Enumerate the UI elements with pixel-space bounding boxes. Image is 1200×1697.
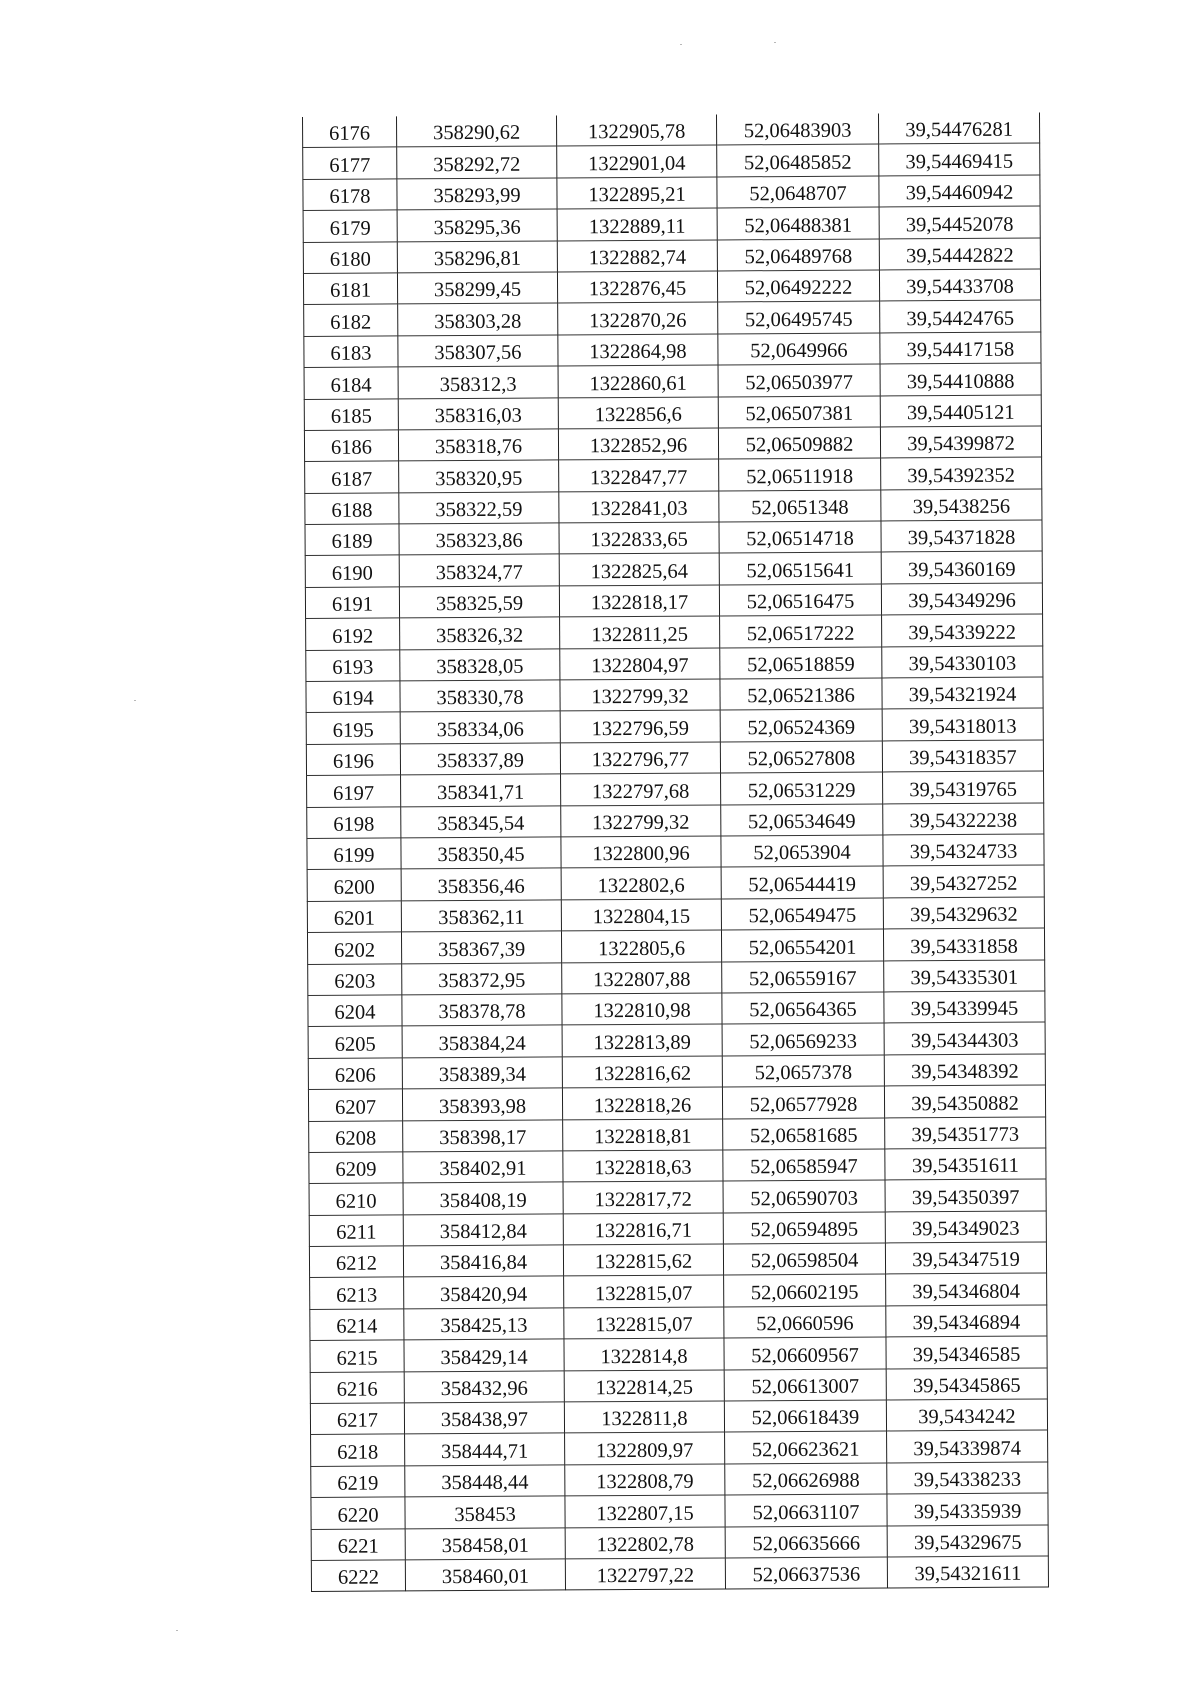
- x-coordinate-cell: 358384,24: [402, 1025, 562, 1057]
- longitude-cell: 39,54469415: [879, 143, 1040, 175]
- longitude-cell: 39,54405121: [880, 395, 1041, 427]
- point-number-cell: 6185: [304, 398, 398, 430]
- latitude-cell: 52,06577928: [722, 1086, 884, 1118]
- longitude-cell: 39,54339945: [884, 991, 1045, 1023]
- longitude-cell: 39,5438256: [881, 489, 1042, 521]
- longitude-cell: 39,54331858: [883, 928, 1044, 960]
- table-row: [306, 708, 1043, 744]
- point-number-cell: 6180: [303, 241, 397, 273]
- latitude-cell: 52,06637536: [725, 1557, 887, 1589]
- longitude-cell: 39,54452078: [879, 206, 1040, 238]
- y-coordinate-cell: 1322847,77: [559, 459, 719, 491]
- point-number-cell: 6209: [309, 1152, 403, 1184]
- point-number-cell: 6202: [307, 932, 401, 964]
- latitude-cell: 52,06531229: [721, 772, 883, 804]
- point-number-cell: 6214: [310, 1309, 404, 1341]
- x-coordinate-cell: 358458,01: [405, 1527, 565, 1559]
- latitude-cell: 52,06626988: [725, 1463, 887, 1495]
- point-number-cell: 6207: [308, 1089, 402, 1121]
- x-coordinate-cell: 358416,84: [403, 1245, 563, 1277]
- table-row: [307, 834, 1044, 870]
- latitude-cell: 52,06516475: [719, 584, 881, 616]
- longitude-cell: 39,54322238: [883, 803, 1044, 835]
- table-row: [304, 426, 1041, 462]
- table-row: [304, 363, 1041, 399]
- point-number-cell: 6188: [305, 493, 399, 525]
- x-coordinate-cell: 358316,03: [398, 397, 558, 429]
- x-coordinate-cell: 358318,76: [398, 429, 558, 461]
- x-coordinate-cell: 358412,84: [403, 1214, 563, 1246]
- y-coordinate-cell: 1322816,71: [563, 1213, 723, 1245]
- latitude-cell: 52,06511918: [719, 458, 881, 490]
- y-coordinate-cell: 1322818,26: [562, 1087, 722, 1119]
- x-coordinate-cell: 358328,05: [400, 649, 560, 681]
- x-coordinate-cell: 358324,77: [399, 554, 559, 586]
- point-number-cell: 6181: [303, 273, 397, 305]
- point-number-cell: 6196: [306, 744, 400, 776]
- scan-speck: [176, 1630, 178, 1631]
- longitude-cell: 39,54321611: [887, 1556, 1048, 1588]
- latitude-cell: 52,06495745: [718, 301, 880, 333]
- y-coordinate-cell: 1322805,6: [561, 930, 721, 962]
- point-number-cell: 6211: [309, 1215, 403, 1247]
- latitude-cell: 52,06613007: [724, 1369, 886, 1401]
- y-coordinate-cell: 1322800,96: [561, 836, 721, 868]
- longitude-cell: 39,54324733: [883, 834, 1044, 866]
- x-coordinate-cell: 358438,97: [404, 1402, 564, 1434]
- longitude-cell: 39,54348392: [884, 1054, 1045, 1086]
- table-row: [305, 583, 1042, 619]
- point-number-cell: 6215: [310, 1340, 404, 1372]
- table-row: [303, 143, 1040, 179]
- x-coordinate-cell: 358389,34: [402, 1057, 562, 1089]
- point-number-cell: 6219: [311, 1466, 405, 1498]
- x-coordinate-cell: 358398,17: [403, 1119, 563, 1151]
- latitude-cell: 52,06581685: [723, 1117, 885, 1149]
- table-row: [307, 897, 1044, 933]
- point-number-cell: 6203: [308, 963, 402, 995]
- y-coordinate-cell: 1322856,6: [558, 396, 718, 428]
- x-coordinate-cell: 358299,45: [397, 272, 557, 304]
- table-row: [305, 457, 1042, 493]
- latitude-cell: 52,06527808: [720, 741, 882, 773]
- y-coordinate-cell: 1322808,79: [565, 1464, 725, 1496]
- latitude-cell: 52,06618439: [724, 1400, 886, 1432]
- point-number-cell: 6206: [308, 1058, 402, 1090]
- x-coordinate-cell: 358337,89: [400, 743, 560, 775]
- x-coordinate-cell: 358393,98: [402, 1088, 562, 1120]
- latitude-cell: 52,06514718: [719, 521, 881, 553]
- point-number-cell: 6208: [309, 1120, 403, 1152]
- longitude-cell: 39,54335939: [887, 1493, 1048, 1525]
- longitude-cell: 39,54345865: [886, 1368, 1047, 1400]
- table-row: [310, 1336, 1047, 1372]
- longitude-cell: 39,54321924: [882, 677, 1043, 709]
- table-row: [311, 1462, 1048, 1498]
- longitude-cell: 39,54360169: [881, 551, 1042, 583]
- point-number-cell: 6221: [311, 1528, 405, 1560]
- longitude-cell: 39,54392352: [881, 457, 1042, 489]
- longitude-cell: 39,54350882: [884, 1085, 1045, 1117]
- point-number-cell: 6195: [306, 712, 400, 744]
- x-coordinate-cell: 358448,44: [405, 1465, 565, 1497]
- latitude-cell: 52,06485852: [717, 144, 879, 176]
- table-row: [307, 771, 1044, 807]
- x-coordinate-cell: 358330,78: [400, 680, 560, 712]
- x-coordinate-cell: 358444,71: [405, 1433, 565, 1465]
- latitude-cell: 52,0648707: [717, 176, 879, 208]
- latitude-cell: 52,0649966: [718, 333, 880, 365]
- table-row: [310, 1273, 1047, 1309]
- table-row: [303, 206, 1040, 242]
- y-coordinate-cell: 1322807,88: [562, 961, 722, 993]
- table-row: [311, 1493, 1048, 1529]
- point-number-cell: 6191: [305, 587, 399, 619]
- table-row: [307, 865, 1044, 901]
- table-row: [309, 1211, 1046, 1247]
- longitude-cell: 39,54346585: [886, 1336, 1047, 1368]
- x-coordinate-cell: 358295,36: [397, 209, 557, 241]
- y-coordinate-cell: 1322799,32: [561, 805, 721, 837]
- y-coordinate-cell: 1322802,6: [561, 867, 721, 899]
- table-row: [311, 1430, 1048, 1466]
- longitude-cell: 39,54327252: [883, 865, 1044, 897]
- latitude-cell: 52,06602195: [724, 1274, 886, 1306]
- longitude-cell: 39,54329632: [883, 897, 1044, 929]
- latitude-cell: 52,06609567: [724, 1337, 886, 1369]
- x-coordinate-cell: 358345,54: [401, 806, 561, 838]
- y-coordinate-cell: 1322804,15: [561, 899, 721, 931]
- latitude-cell: 52,06569233: [722, 1023, 884, 1055]
- y-coordinate-cell: 1322889,11: [557, 208, 717, 240]
- latitude-cell: 52,06488381: [717, 207, 879, 239]
- y-coordinate-cell: 1322825,64: [559, 553, 719, 585]
- y-coordinate-cell: 1322799,32: [560, 679, 720, 711]
- x-coordinate-cell: 358290,62: [396, 115, 556, 147]
- point-number-cell: 6222: [311, 1560, 405, 1592]
- table-row: [310, 1305, 1047, 1341]
- table-row: [309, 1242, 1046, 1278]
- longitude-cell: 39,54417158: [880, 332, 1041, 364]
- table-row: [303, 112, 1040, 147]
- latitude-cell: 52,06517222: [720, 615, 882, 647]
- table-row: [310, 1399, 1047, 1435]
- latitude-cell: 52,06492222: [717, 270, 879, 302]
- x-coordinate-cell: 358325,59: [399, 586, 559, 618]
- table-row: [305, 520, 1042, 556]
- y-coordinate-cell: 1322807,15: [565, 1495, 725, 1527]
- latitude-cell: 52,06590703: [723, 1180, 885, 1212]
- longitude-cell: 39,54318013: [882, 708, 1043, 740]
- latitude-cell: 52,06524369: [720, 709, 882, 741]
- latitude-cell: 52,0651348: [719, 490, 881, 522]
- y-coordinate-cell: 1322810,98: [562, 993, 722, 1025]
- coordinate-table-body: [303, 112, 1049, 1591]
- y-coordinate-cell: 1322841,03: [559, 491, 719, 523]
- latitude-cell: 52,06518859: [720, 647, 882, 679]
- table-row: [308, 960, 1045, 996]
- table-row: [305, 489, 1042, 525]
- y-coordinate-cell: 1322876,45: [557, 271, 717, 303]
- table-row: [306, 740, 1043, 776]
- y-coordinate-cell: 1322882,74: [557, 240, 717, 272]
- longitude-cell: 39,54349023: [885, 1211, 1046, 1243]
- point-number-cell: 6193: [306, 650, 400, 682]
- x-coordinate-cell: 358429,14: [404, 1339, 564, 1371]
- y-coordinate-cell: 1322804,97: [560, 648, 720, 680]
- point-number-cell: 6218: [311, 1434, 405, 1466]
- latitude-cell: 52,0653904: [721, 835, 883, 867]
- x-coordinate-cell: 358460,01: [405, 1559, 565, 1591]
- y-coordinate-cell: 1322814,25: [564, 1370, 724, 1402]
- table-row: [308, 1054, 1045, 1090]
- x-coordinate-cell: 358307,56: [398, 335, 558, 367]
- y-coordinate-cell: 1322814,8: [564, 1338, 724, 1370]
- x-coordinate-cell: 358322,59: [399, 492, 559, 524]
- point-number-cell: 6198: [307, 807, 401, 839]
- point-number-cell: 6192: [306, 618, 400, 650]
- longitude-cell: 39,54339874: [887, 1430, 1048, 1462]
- point-number-cell: 6176: [303, 116, 397, 147]
- y-coordinate-cell: 1322864,98: [558, 334, 718, 366]
- y-coordinate-cell: 1322809,97: [565, 1432, 725, 1464]
- latitude-cell: 52,06598504: [723, 1243, 885, 1275]
- longitude-cell: 39,54346804: [886, 1273, 1047, 1305]
- scan-speck: [134, 700, 136, 701]
- point-number-cell: 6210: [309, 1183, 403, 1215]
- latitude-cell: 52,06549475: [721, 898, 883, 930]
- y-coordinate-cell: 1322818,17: [559, 585, 719, 617]
- point-number-cell: 6200: [307, 869, 401, 901]
- x-coordinate-cell: 358378,78: [402, 994, 562, 1026]
- table-row: [306, 646, 1043, 682]
- y-coordinate-cell: 1322905,78: [556, 114, 716, 146]
- y-coordinate-cell: 1322797,22: [565, 1558, 725, 1590]
- longitude-cell: 39,54335301: [884, 960, 1045, 992]
- latitude-cell: 52,06507381: [718, 395, 880, 427]
- longitude-cell: 39,54442822: [879, 238, 1040, 270]
- x-coordinate-cell: 358420,94: [404, 1276, 564, 1308]
- point-number-cell: 6201: [307, 901, 401, 933]
- latitude-cell: 52,06631107: [725, 1494, 887, 1526]
- latitude-cell: 52,06534649: [721, 804, 883, 836]
- point-number-cell: 6184: [304, 367, 398, 399]
- longitude-cell: 39,54351773: [885, 1116, 1046, 1148]
- longitude-cell: 39,54349296: [881, 583, 1042, 615]
- x-coordinate-cell: 358341,71: [401, 774, 561, 806]
- table-row: [309, 1179, 1046, 1215]
- table-row: [304, 332, 1041, 368]
- x-coordinate-cell: 358323,86: [399, 523, 559, 555]
- table-row: [303, 238, 1040, 274]
- point-number-cell: 6213: [310, 1277, 404, 1309]
- longitude-cell: 39,54347519: [885, 1242, 1046, 1274]
- table-row: [304, 395, 1041, 431]
- point-number-cell: 6183: [304, 336, 398, 368]
- point-number-cell: 6178: [303, 179, 397, 211]
- table-row: [308, 991, 1045, 1027]
- table-row: [307, 803, 1044, 839]
- latitude-cell: 52,0657378: [722, 1055, 884, 1087]
- y-coordinate-cell: 1322813,89: [562, 1024, 722, 1056]
- table-row: [311, 1556, 1048, 1592]
- y-coordinate-cell: 1322816,62: [562, 1056, 722, 1088]
- latitude-cell: 52,06635666: [725, 1526, 887, 1558]
- y-coordinate-cell: 1322815,62: [563, 1244, 723, 1276]
- x-coordinate-cell: 358402,91: [403, 1151, 563, 1183]
- table-row: [311, 1525, 1048, 1561]
- longitude-cell: 39,5434242: [886, 1399, 1047, 1431]
- x-coordinate-cell: 358293,99: [397, 178, 557, 210]
- x-coordinate-cell: 358334,06: [400, 711, 560, 743]
- latitude-cell: 52,06623621: [725, 1431, 887, 1463]
- point-number-cell: 6177: [303, 147, 397, 179]
- table-row: [304, 300, 1041, 336]
- latitude-cell: 52,06489768: [717, 239, 879, 271]
- latitude-cell: 52,06564365: [722, 992, 884, 1024]
- x-coordinate-cell: 358425,13: [404, 1308, 564, 1340]
- longitude-cell: 39,54318357: [882, 740, 1043, 772]
- point-number-cell: 6187: [305, 461, 399, 493]
- point-number-cell: 6217: [310, 1403, 404, 1435]
- point-number-cell: 6197: [307, 775, 401, 807]
- point-number-cell: 6189: [305, 524, 399, 556]
- latitude-cell: 52,06585947: [723, 1149, 885, 1181]
- point-number-cell: 6199: [307, 838, 401, 870]
- point-number-cell: 6205: [308, 1026, 402, 1058]
- y-coordinate-cell: 1322870,26: [558, 302, 718, 334]
- table-row: [303, 269, 1040, 305]
- latitude-cell: 52,06594895: [723, 1212, 885, 1244]
- point-number-cell: 6186: [304, 430, 398, 462]
- table-row: [306, 677, 1043, 713]
- x-coordinate-cell: 358372,95: [402, 962, 562, 994]
- y-coordinate-cell: 1322796,77: [560, 742, 720, 774]
- latitude-cell: 52,06554201: [721, 929, 883, 961]
- point-number-cell: 6220: [311, 1497, 405, 1529]
- x-coordinate-cell: 358350,45: [401, 837, 561, 869]
- point-number-cell: 6190: [305, 555, 399, 587]
- y-coordinate-cell: 1322852,96: [558, 428, 718, 460]
- y-coordinate-cell: 1322818,63: [563, 1150, 723, 1182]
- longitude-cell: 39,54399872: [880, 426, 1041, 458]
- y-coordinate-cell: 1322901,04: [557, 145, 717, 177]
- y-coordinate-cell: 1322833,65: [559, 522, 719, 554]
- latitude-cell: 52,06515641: [719, 552, 881, 584]
- x-coordinate-cell: 358303,28: [398, 303, 558, 335]
- y-coordinate-cell: 1322815,07: [564, 1275, 724, 1307]
- y-coordinate-cell: 1322818,81: [563, 1118, 723, 1150]
- point-number-cell: 6194: [306, 681, 400, 713]
- latitude-cell: 52,0660596: [724, 1306, 886, 1338]
- scan-speck: [680, 44, 682, 45]
- x-coordinate-cell: 358453: [405, 1496, 565, 1528]
- point-number-cell: 6212: [309, 1246, 403, 1278]
- table-row: [307, 928, 1044, 964]
- latitude-cell: 52,06559167: [722, 961, 884, 993]
- y-coordinate-cell: 1322895,21: [557, 177, 717, 209]
- longitude-cell: 39,54338233: [887, 1462, 1048, 1494]
- x-coordinate-cell: 358356,46: [401, 868, 561, 900]
- point-number-cell: 6182: [304, 304, 398, 336]
- latitude-cell: 52,06503977: [718, 364, 880, 396]
- latitude-cell: 52,06483903: [716, 113, 878, 145]
- table-row: [308, 1085, 1045, 1121]
- longitude-cell: 39,54460942: [879, 175, 1040, 207]
- y-coordinate-cell: 1322860,61: [558, 365, 718, 397]
- y-coordinate-cell: 1322802,78: [565, 1527, 725, 1559]
- longitude-cell: 39,54330103: [882, 646, 1043, 678]
- table-row: [310, 1368, 1047, 1404]
- longitude-cell: 39,54350397: [885, 1179, 1046, 1211]
- longitude-cell: 39,54344303: [884, 1022, 1045, 1054]
- latitude-cell: 52,06544419: [721, 866, 883, 898]
- longitude-cell: 39,54329675: [887, 1525, 1048, 1557]
- point-number-cell: 6204: [308, 995, 402, 1027]
- scan-speck: [774, 42, 776, 43]
- longitude-cell: 39,54433708: [879, 269, 1040, 301]
- y-coordinate-cell: 1322811,8: [564, 1401, 724, 1433]
- x-coordinate-cell: 358362,11: [401, 900, 561, 932]
- y-coordinate-cell: 1322811,25: [560, 616, 720, 648]
- table-row: [309, 1148, 1046, 1184]
- longitude-cell: 39,54351611: [885, 1148, 1046, 1180]
- longitude-cell: 39,54410888: [880, 363, 1041, 395]
- table-row: [305, 551, 1042, 587]
- table-row: [308, 1022, 1045, 1058]
- y-coordinate-cell: 1322817,72: [563, 1181, 723, 1213]
- coordinate-table: [302, 112, 1049, 1592]
- longitude-cell: 39,54371828: [881, 520, 1042, 552]
- latitude-cell: 52,06521386: [720, 678, 882, 710]
- table-row: [309, 1116, 1046, 1152]
- longitude-cell: 39,54476281: [878, 112, 1039, 144]
- y-coordinate-cell: 1322797,68: [561, 773, 721, 805]
- latitude-cell: 52,06509882: [718, 427, 880, 459]
- x-coordinate-cell: 358367,39: [401, 931, 561, 963]
- x-coordinate-cell: 358326,32: [400, 617, 560, 649]
- x-coordinate-cell: 358432,96: [404, 1371, 564, 1403]
- table-row: [306, 614, 1043, 650]
- longitude-cell: 39,54424765: [880, 300, 1041, 332]
- x-coordinate-cell: 358292,72: [397, 146, 557, 178]
- x-coordinate-cell: 358312,3: [398, 366, 558, 398]
- y-coordinate-cell: 1322796,59: [560, 710, 720, 742]
- point-number-cell: 6179: [303, 210, 397, 242]
- longitude-cell: 39,54319765: [883, 771, 1044, 803]
- y-coordinate-cell: 1322815,07: [564, 1307, 724, 1339]
- longitude-cell: 39,54339222: [882, 614, 1043, 646]
- point-number-cell: 6216: [310, 1372, 404, 1404]
- x-coordinate-cell: 358320,95: [399, 460, 559, 492]
- x-coordinate-cell: 358408,19: [403, 1182, 563, 1214]
- longitude-cell: 39,54346894: [886, 1305, 1047, 1337]
- x-coordinate-cell: 358296,81: [397, 241, 557, 273]
- table-row: [303, 175, 1040, 211]
